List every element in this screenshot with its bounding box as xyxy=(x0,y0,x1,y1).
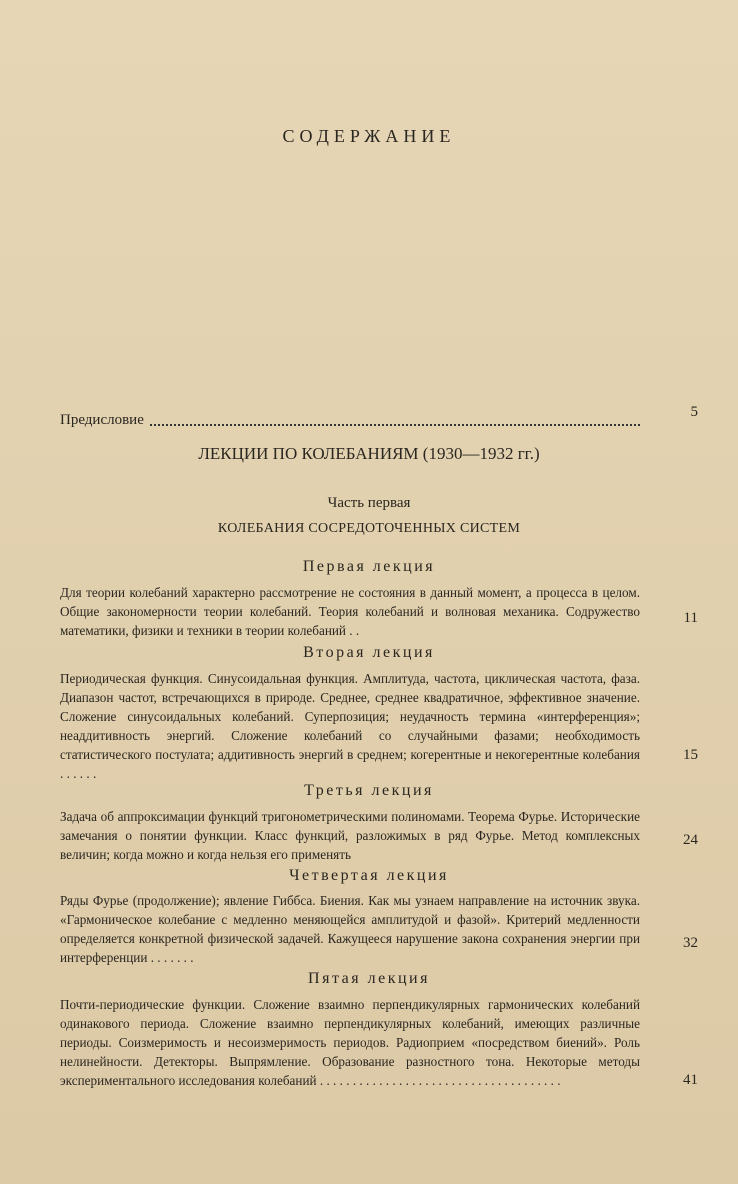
lecture-page-number: 41 xyxy=(683,1072,698,1088)
lecture-summary[interactable]: Задача об аппроксимации функций тригонометрическими полиномами. Теорема Фурье. Исторические замечания о понятии функции. Класс функций, разложимых в ряд Фурье. Метод комплексных величин; когда можно и когда нельзя его применять xyxy=(60,809,640,862)
lecture-title: Четвертая лекция xyxy=(289,867,449,884)
preface-page-number: 5 xyxy=(690,404,698,420)
part-title: КОЛЕБАНИЯ СОСРЕДОТОЧЕННЫХ СИСТЕМ xyxy=(217,521,521,536)
lecture-summary[interactable]: Для теории колебаний характерно рассмотрение не состояния в данный момент, а процесса в целом. Общие закономерности теории колебаний. Теория колебаний и волновая механика. Содружество математики, физики и техники в теории колебаний . . xyxy=(60,585,640,638)
lecture-page-number: 32 xyxy=(683,935,698,951)
lecture-summary[interactable]: Периодическая функция. Синусоидальная функция. Амплитуда, частота, циклическая частота, фаза. Диапазон частот, встречающихся в природе. Среднее, среднее квадратичное, эффективное значение. Сложение синусоидальных колебаний. Суперпозиция; неудачность термина «интерференция»; неаддитивность энергий. Сложение колебаний со случайными фазами; необходимость статистического постулата; аддитивность энергий в среднем; когерентные и некогерентные колебания . . . . . . xyxy=(60,671,640,781)
lecture-page-number: 24 xyxy=(683,832,698,848)
leader-dots xyxy=(150,412,640,426)
preface-label: Предисловие xyxy=(60,412,144,428)
lecture-title: Третья лекция xyxy=(304,782,434,799)
part-label: Часть первая xyxy=(327,495,411,511)
lecture-page-number: 15 xyxy=(683,747,698,763)
lecture-title: Пятая лекция xyxy=(308,970,430,987)
lecture-title: Вторая лекция xyxy=(303,644,435,661)
lecture-summary[interactable]: Ряды Фурье (продолжение); явление Гиббса. Биения. Как мы узнаем направление на источник звука. «Гармоническое колебание с медленно меняющейся амплитудой и фазой». Критерий медленности определяется конкретной физической задачей. Кажущееся нарушение закона сохранения энергии при интерференции . . . . . . . xyxy=(60,893,640,965)
preface-entry[interactable] xyxy=(60,412,640,429)
contents-heading: СОДЕРЖАНИЕ xyxy=(282,126,456,146)
lectures-title: ЛЕКЦИИ ПО КОЛЕБАНИЯМ (1930—1932 гг.) xyxy=(198,444,540,463)
lecture-summary[interactable]: Почти-периодические функции. Сложение взаимно перпендикулярных гармонических колебаний одинакового периода. Сложение взаимно перпендикулярных колебаний, имеющих различные периоды. Соизмеримость и несоизмеримость периодов. Радиоприем «посредством биений». Роль нелинейности. Детекторы. Выпрямление. Образование разностного тона. Некоторые методы экспериментального исследования колебаний . . . . . . . . . . . . . . . . . . . . . . . . . . . . . . . . . . . . . xyxy=(60,997,640,1088)
lecture-title: Первая лекция xyxy=(302,558,436,575)
lecture-page-number: 11 xyxy=(683,610,698,626)
